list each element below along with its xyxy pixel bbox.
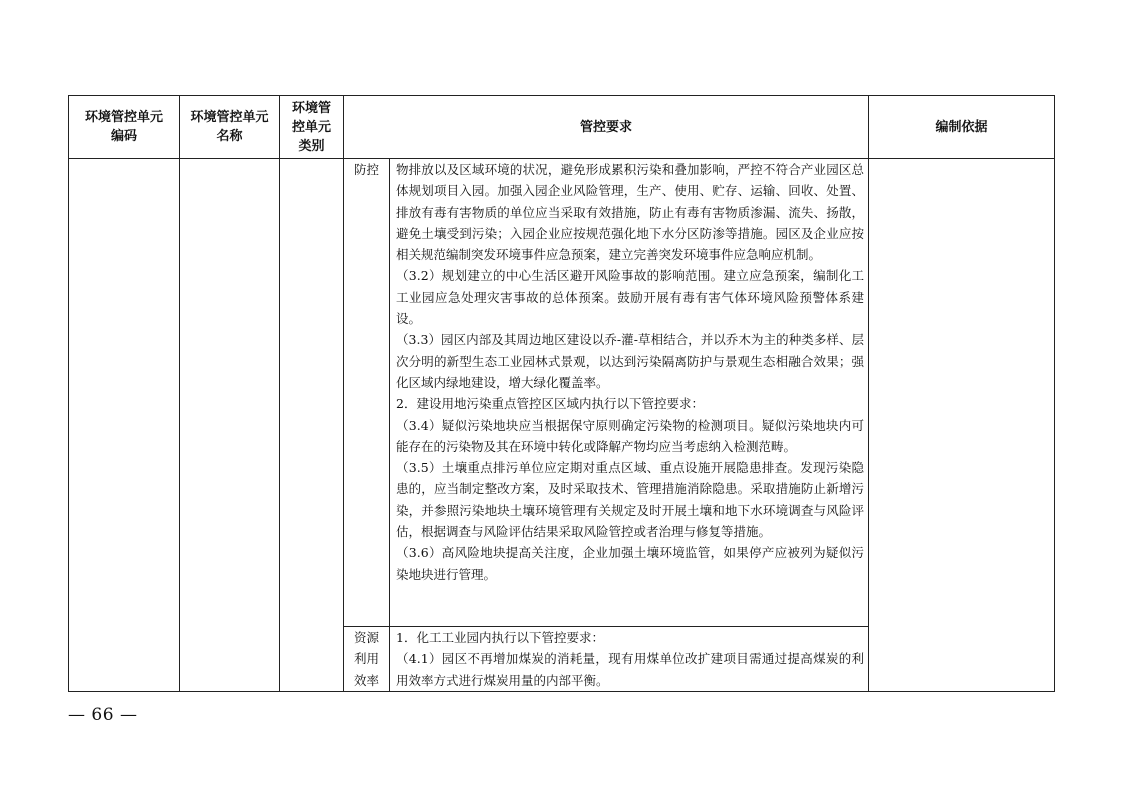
basis-cell — [869, 159, 1055, 692]
table-header-row — [69, 96, 1055, 159]
header-requirements: 管控要求 — [344, 96, 869, 159]
resource-efficiency-requirements — [390, 627, 869, 692]
unit-name-cell — [180, 159, 280, 692]
page-number: — 66 — — [68, 705, 138, 725]
header-unit-code: 环境管控单元编码 — [69, 96, 180, 159]
requirement-paragraph: 物排放以及区域环境的状况，避免形成累积污染和叠加影响，严控不符合产业园区总体规划项目入园。加强入园企业风险管理，生产、使用、贮存、运输、回收、处置、排放有毒有害物质的单位应当采取有效措施，防止有毒有害物质渗漏、流失、扬散，避免土壤受到污染；入园企业应按规范强化地下水分区防渗等措施。园区及企业应按相关规范编制突发环境事件应急预案，建立完善突发环境事件应急响应机制。 — [396, 162, 865, 263]
unit-code-cell — [69, 159, 180, 692]
requirement-paragraph: 1．化工工业园内执行以下管控要求： — [396, 630, 604, 645]
header-unit-name: 环境管控单元名称 — [180, 96, 280, 159]
requirement-paragraph: （4.1）园区不再增加煤炭的消耗量，现有用煤单位改扩建项目需通过提高煤炭的利用效率方式进行煤炭用量的内部平衡。 — [396, 651, 865, 688]
risk-control-requirements — [390, 159, 869, 627]
requirement-paragraph: （3.3）园区内部及其周边地区建设以乔-灌-草相结合，并以乔木为主的种类多样、层次分明的新型生态工业园林式景观，以达到污染隔离防护与景观生态相融合效果；强化区域内绿地建设，增大绿化覆盖率。 — [396, 332, 865, 390]
header-unit-category: 环境管控单元类别 — [280, 96, 344, 159]
requirement-paragraph: （3.2）规划建立的中心生活区避开风险事故的影响范围。建立应急预案，编制化工工业园应急处理灾害事故的总体预案。鼓励开展有毒有害气体环境风险预警体系建设。 — [396, 268, 865, 327]
resource-efficiency-category: 资源利用效率 — [344, 627, 390, 692]
requirement-paragraph: （3.5）土壤重点排污单位应定期对重点区域、重点设施开展隐患排查。发现污染隐患的，应当制定整改方案，及时采取技术、管理措施消除隐患。采取措施防止新增污染，并参照污染地块土壤环境管理有关规定及时开展土壤和地下水环境调查与风险评估，根据调查与风险评估结果采取风险管控或者治理与修复等措施。 — [396, 460, 865, 540]
unit-category-cell — [280, 159, 344, 692]
control-requirements-table — [68, 95, 1055, 692]
table-row — [69, 159, 1055, 627]
requirement-paragraph: 2．建设用地污染重点管控区区域内执行以下管控要求： — [396, 396, 704, 412]
requirement-paragraph: （3.4）疑似污染地块应当根据保守原则确定污染物的检测项目。疑似污染地块内可能存在的污染物及其在环境中转化或降解产物均应当考虑纳入检测范畴。 — [396, 417, 865, 454]
header-basis: 编制依据 — [869, 96, 1055, 159]
risk-control-category: 防控 — [344, 159, 390, 627]
requirement-paragraph: （3.6）高风险地块提高关注度，企业加强土壤环境监管，如果停产应被列为疑似污染地块进行管理。 — [396, 545, 865, 582]
